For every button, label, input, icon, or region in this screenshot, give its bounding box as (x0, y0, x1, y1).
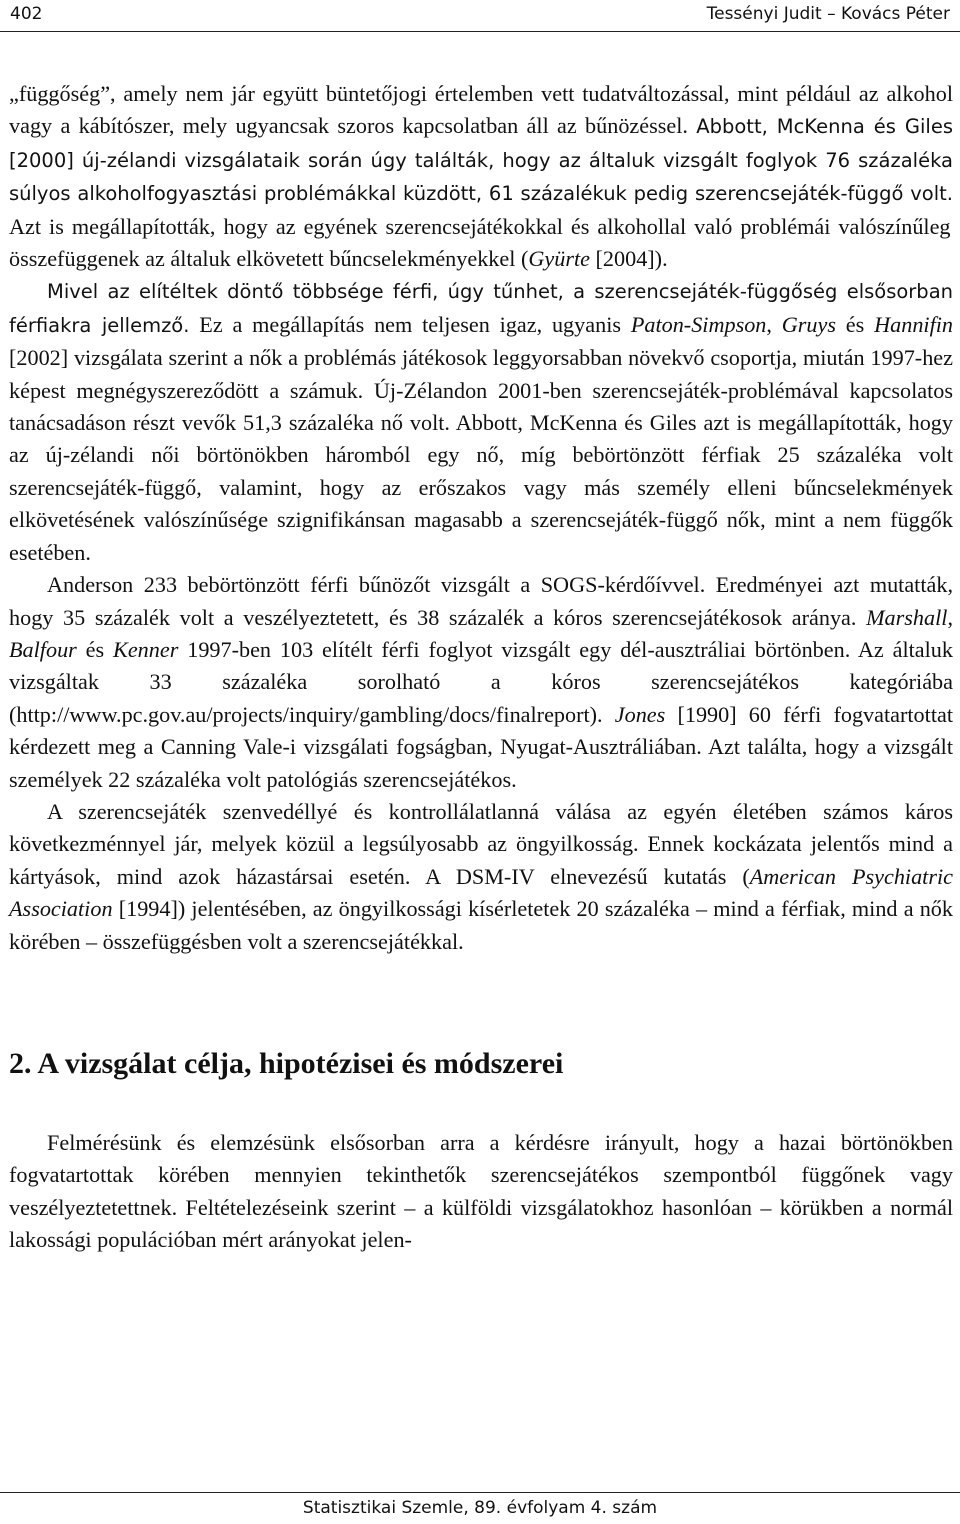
text-run: és (76, 636, 114, 662)
text-run: A szerencsejáték szenvedéllyé és kontrollálatlanná válása az egyén életében számos káros következménnyel jár, melyek közül a legsúlyosabb az öngyilkosság. Ennek kockázata jelentős mind a kártyások, mind azok házastársai esetén. A DSM-IV elnevezésű kutatás ( (9, 798, 953, 889)
text-run: [1990] 60 férfi fogvatartottat kérdezett meg a Canning Vale-i vizsgálati fogságban, Nyugat-Ausztráliában. Azt találta, hogy a vizsgált személyek 22 százaléka volt patológiás szerencsejátékos. (9, 701, 953, 792)
journal-citation: Statisztikai Szemle, 89. évfolyam 4. szám (302, 1498, 658, 1518)
paragraph (9, 569, 953, 796)
text-run-sans: Mivel az elítéltek döntő többsége férfi, úgy tűnhet, a szerencsejáték-függőség elsősorban férfiakra jellemző. (9, 280, 953, 337)
author-name: Balfour (9, 636, 77, 662)
author-name: Gyürte (528, 246, 590, 272)
text-run: [1994]) jelentésében, az öngyilkossági kísérletetek 20 százaléka – mind a férfiak, mind a nők körében – összefüggésben volt a szerencsejátékkal. (9, 896, 953, 954)
text-run: Anderson 233 bebörtönzött férfi bűnözőt vizsgált a SOGS-kérdőívvel. Eredményei azt mutatták, hogy 35 százalék volt a veszélyeztetett, és 38 százalék a kóros szerencsejátékosok aránya. (9, 572, 953, 630)
paragraph: Felmérésünk és elemzésünk elsősorban arra a kérdésre irányult, hogy a hazai börtönökben fogvatartottak körében mennyien tekinthetők szerencsejátékos szempontból függőnek vagy veszélyeztetettnek. Feltételezéseink szerint – a külföldi vizsgálatokhoz hasonlóan – körükben a normál lakossági populációban mért arányokat jelen- (9, 1129, 953, 1253)
page-header (0, 0, 960, 32)
author-name: Marshall (866, 604, 948, 630)
text-run-sans: Abbott, McKenna és Giles [2000] új-zélandi vizsgálataik során úgy találták, hogy az általuk vizsgált foglyok 76 százaléka súlyos alkoholfogyasztási problémákkal küzdött, 61 százalékuk pedig szerencsejáték-függő volt. (9, 115, 953, 206)
text-run: [2004]). (589, 246, 668, 272)
author-name: Jones (614, 701, 666, 727)
paragraph (9, 275, 953, 569)
organization-name: American Psychiatric Association (9, 863, 953, 922)
section-heading: 2. A vizsgálat célja, hipotézisei és módszerei (9, 1046, 564, 1080)
page-number: 402 (10, 4, 43, 24)
page-footer (0, 1492, 960, 1524)
author-name: Gruys (781, 311, 836, 337)
text-run: Ez a megállapítás nem teljesen igaz, ugyanis (189, 311, 631, 337)
author-name: Hannifin (874, 311, 954, 337)
text-run: Azt is megállapították, hogy az egyének szerencsejátékokkal és alkohollal való problémái valószínűleg összefüggenek az általuk elkövetett bűncselekményekkel ( (9, 213, 951, 272)
text-run: „függőség”, amely nem jár együtt büntetőjogi értelemben vett tudatváltozással, mint például az alkohol vagy a kábítószer, mely ugyancsak szoros kapcsolatban áll az bűnözéssel. (9, 81, 953, 139)
article-body (9, 78, 953, 1257)
text-run: [2002] vizsgálata szerint a nők a problémás játékosok leggyorsabban növekvő csoportja, miután 1997-hez képest megnégyszereződött a számuk. Új-Zélandon 2001-ben szerencsejáték-problémával kapcsolatos tanácsadáson részt vevők 51,3 százaléka nő volt. Abbott, McKenna és Giles azt is megállapították, hogy az új-zélandi női börtönökben háromból egy nő, míg bebörtönzött férfiak 25 százaléka volt szerencsejáték-függő, valamint, hogy az erőszakos vagy más személy elleni bűncselekmények elkövetésének valószínűsége szignifikánsan magasabb a szerencsejáték-függő nők, mint a nem függők esetében. (9, 345, 953, 565)
paragraph (9, 78, 953, 275)
text-run: és (836, 311, 875, 337)
author-name: Kenner (113, 636, 179, 662)
text-run: 1997-ben 103 elítélt férfi foglyot vizsgált egy dél-ausztráliai börtönben. Az általuk vizsgáltak 33 százaléka sorolható a kóros szerencsejátékos kategóriába (http://www.pc.gov.au/projects/inquiry/gambling/docs/finalreport). (9, 636, 953, 727)
text-run: , (947, 604, 953, 630)
author-name: Paton-Simpson (630, 311, 767, 337)
text-run: , (766, 311, 782, 337)
paragraph (9, 796, 953, 958)
running-head: Tessényi Judit – Kovács Péter (706, 4, 950, 24)
